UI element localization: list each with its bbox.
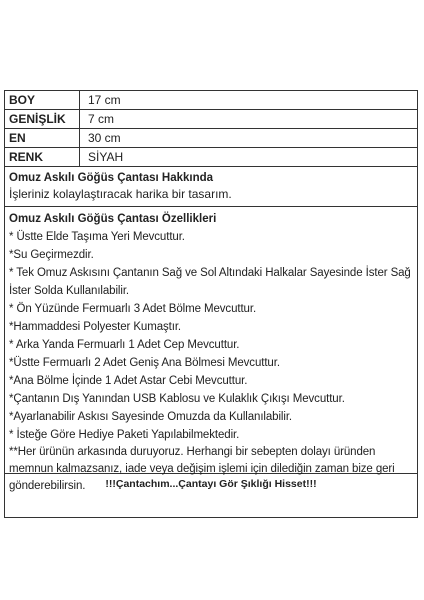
feature-item: *Ana Bölme İçinde 1 Adet Astar Cebi Mevcuttur. xyxy=(9,375,248,387)
feature-item: * Ön Yüzünde Fermuarlı 3 Adet Bölme Mevcuttur. xyxy=(9,303,257,315)
spec-row-height xyxy=(5,91,417,110)
feature-item: * Tek Omuz Askısını Çantanın Sağ ve Sol Altındaki Halkalar Sayesinde İster Sağ İster Solda Kullanılabilir. xyxy=(9,267,411,297)
spec-value: 17 cm xyxy=(80,91,418,110)
spec-value: 30 cm xyxy=(80,129,418,148)
spec-key: BOY xyxy=(5,91,80,110)
feature-item: * İsteğe Göre Hediye Paketi Yapılabilmektedir. xyxy=(9,429,240,441)
feature-item: *Çantanın Dış Yanından USB Kablosu ve Kulaklık Çıkışı Mevcuttur. xyxy=(9,393,345,405)
feature-item: *Hammaddesi Polyester Kumaştır. xyxy=(9,321,182,333)
feature-item: *Ayarlanabilir Askısı Sayesinde Omuzda da Kullanılabilir. xyxy=(9,411,293,423)
slogan: !!!Çantachım...Çantayı Gör Şıklığı Hisset!!! xyxy=(105,478,317,490)
spec-key: RENK xyxy=(5,148,80,167)
feature-item: *Su Geçirmezdir. xyxy=(9,249,94,261)
spec-value: 7 cm xyxy=(80,110,418,129)
features-title: Omuz Askılı Göğüs Çantası Özellikleri xyxy=(9,213,217,225)
spec-key: GENİŞLİK xyxy=(5,110,80,129)
feature-item: * Arka Yanda Fermuarlı 1 Adet Cep Mevcuttur. xyxy=(9,339,240,351)
about-text: İşleriniz kolaylaştıracak harika bir tasarım. xyxy=(9,187,232,201)
product-info-sheet xyxy=(4,90,418,518)
features-list xyxy=(9,228,413,444)
spec-row-color xyxy=(5,148,417,167)
about-section xyxy=(5,167,417,207)
spec-key: EN xyxy=(5,129,80,148)
guarantee-note: **Her ürünün arkasında duruyoruz. Herhangi bir sebepten dolayı üründen memnun kalmazsanız, iade veya değişim işlemi için dilediğin zaman bize geri gönderebilirsin. xyxy=(9,446,395,492)
feature-item: * Üstte Elde Taşıma Yeri Mevcuttur. xyxy=(9,231,185,243)
spec-row-width xyxy=(5,110,417,129)
about-title: Omuz Askılı Göğüs Çantası Hakkında xyxy=(9,172,214,184)
spec-value: SİYAH xyxy=(80,148,418,167)
specs-table xyxy=(5,91,417,167)
spec-row-depth xyxy=(5,129,417,148)
feature-item: *Üstte Fermuarlı 2 Adet Geniş Ana Bölmesi Mevcuttur. xyxy=(9,357,280,369)
